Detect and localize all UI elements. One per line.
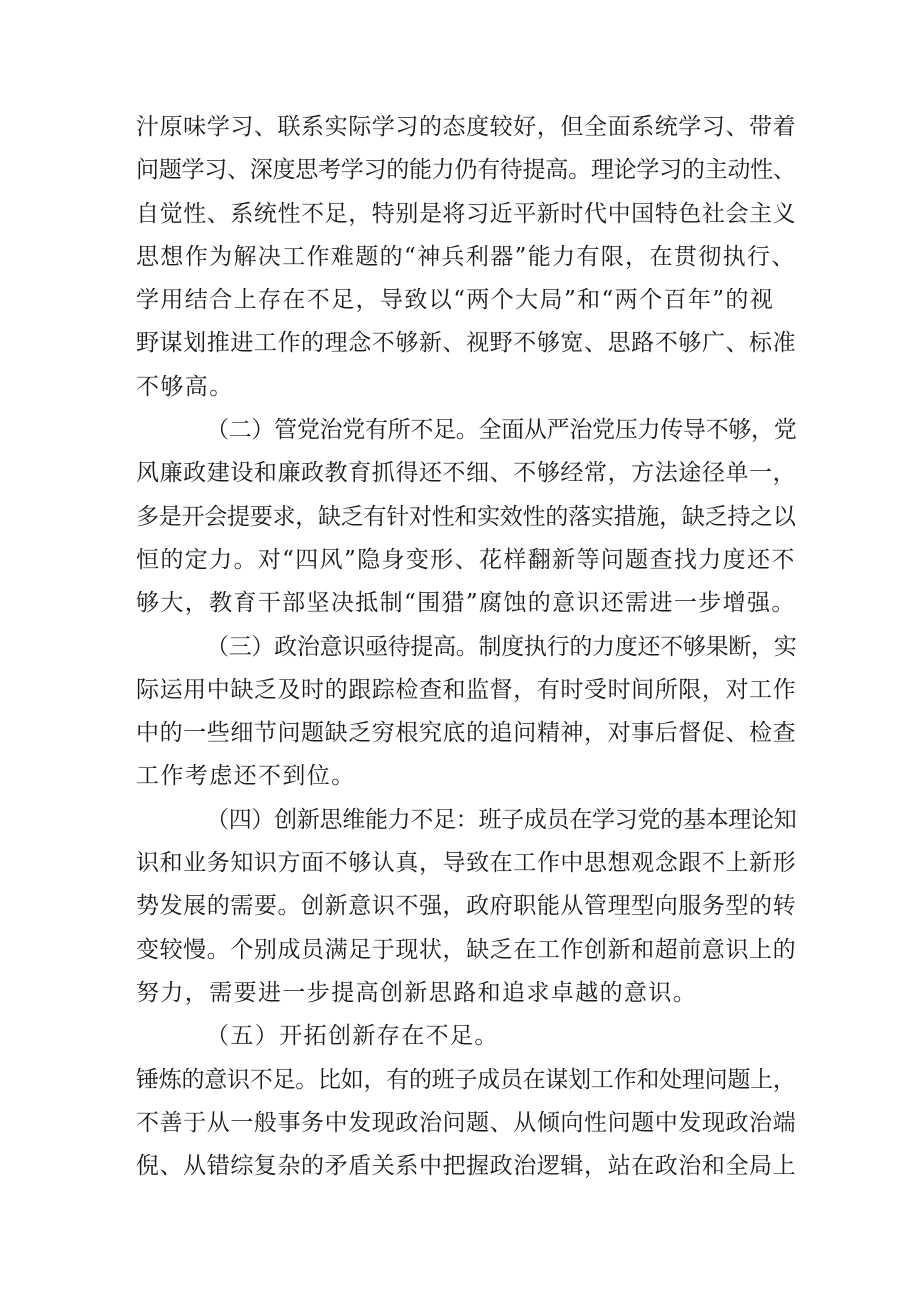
text-line: 际运用中缺乏及时的跟踪检查和监督，有时受时间所限，对工作: [136, 676, 797, 703]
text-line: 汁原味学习、联系实际学习的态度较好，但全面系统学习、带着: [136, 114, 797, 140]
text-line: 工作考虑还不到位。: [136, 763, 356, 790]
text-line: 多是开会提要求，缺乏有针对性和实效性的落实措施，缺乏持之以: [136, 503, 796, 530]
text-line: 倪、从错综复杂的矛盾关系中把握政治逻辑，站在政治和全局上: [136, 1153, 797, 1180]
text-line: 学用结合上存在不足，导致以“两个大局”和“两个百年”的视: [136, 287, 775, 314]
text-line: 问题学习、深度思考学习的能力仍有待提高。理论学习的主动性、: [136, 157, 796, 184]
text-line: 不够高。: [136, 373, 234, 400]
text-line: 不善于从一般事务中发现政治问题、从倾向性问题中发现政治端: [136, 1109, 797, 1136]
text-line: 够大，教育干部坚决抵制“围猎”腐蚀的意识还需进一步增强。: [136, 590, 796, 617]
text-line: 势发展的需要。创新意识不强，政府职能从管理型向服务型的转: [136, 893, 797, 920]
text-line: 恒的定力。对“四风”隐身变形、花样翻新等问题查找力度还不: [136, 546, 796, 573]
paragraph-heading-line: （三）政治意识亟待提高。制度执行的力度还不够果断，实: [206, 633, 797, 660]
text-line: 变较慢。个别成员满足于现状，缺乏在工作创新和超前意识上的: [136, 936, 797, 963]
paragraph-heading-line: （二）管党治党有所不足。全面从严治党压力传导不够，党: [206, 417, 797, 444]
paragraph-heading-line: （五）开拓创新存在不足。: [206, 1023, 499, 1050]
text-line: 思想作为解决工作难题的“神兵利器”能力有限，在贯彻执行、: [136, 243, 796, 270]
paragraph-heading-line: （四）创新思维能力不足：班子成员在学习党的基本理论知: [206, 806, 797, 833]
text-line: 识和业务知识方面不够认真，导致在工作中思想观念跟不上新形: [136, 850, 797, 877]
text-line: 风廉政建设和廉政教育抓得还不细、不够经常，方法途径单一，: [136, 460, 797, 487]
text-line: 锤炼的意识不足。比如，有的班子成员在谋划工作和处理问题上，: [136, 1066, 796, 1093]
text-line: 中的一些细节问题缺乏穷根究底的追问精神，对事后督促、检查: [136, 720, 797, 747]
text-line: 野谋划推进工作的理念不够新、视野不够宽、思路不够广、标准: [136, 330, 797, 357]
text-line: 自觉性、系统性不足，特别是将习近平新时代中国特色社会主义: [136, 200, 797, 227]
text-line: 努力，需要进一步提高创新思路和追求卓越的意识。: [136, 979, 698, 1006]
document-body: [136, 106, 797, 1188]
